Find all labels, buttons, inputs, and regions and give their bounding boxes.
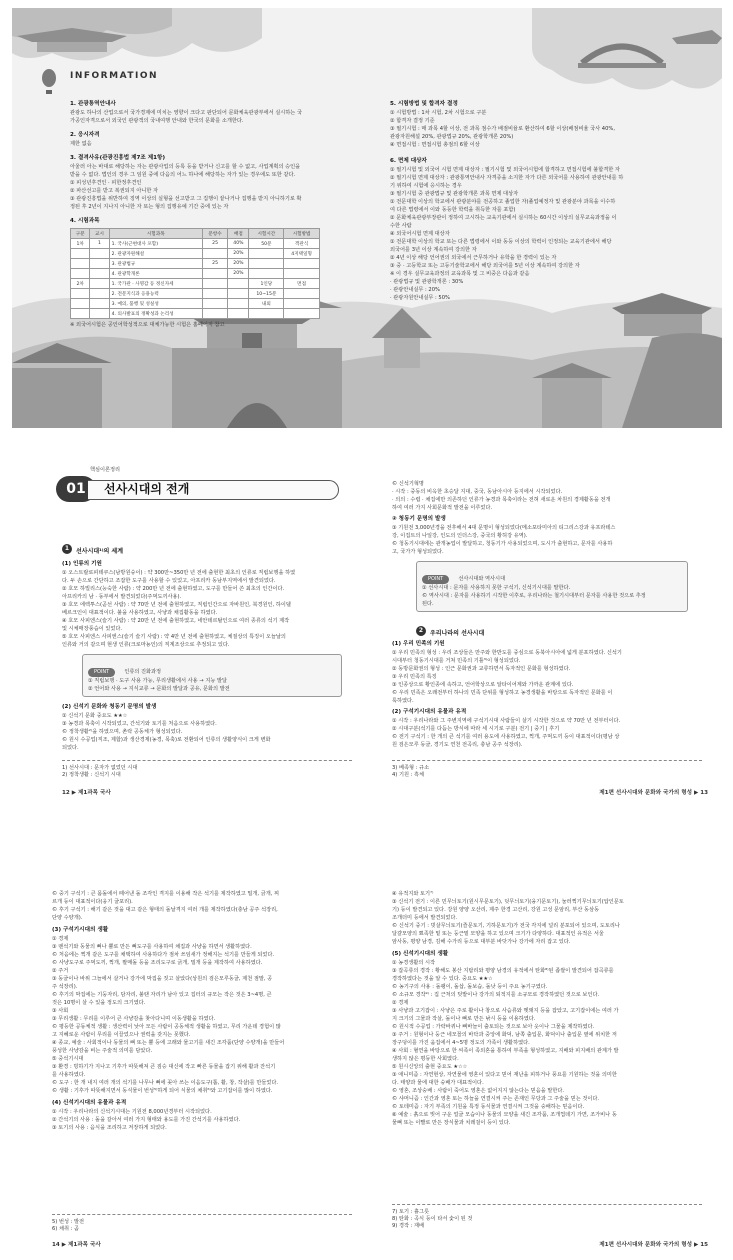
subsection-heading: (1) 인류의 기원 — [62, 561, 102, 567]
text-line: 고 지혜로운 사람이 무리를 이끌었으나 권력을 갖지는 못했다. — [52, 1032, 191, 1038]
table-cell — [71, 269, 90, 279]
text-line: © 원시적 수공업 : 가락바퀴나 뼈바늘이 출토되는 것으로 보아 옷이나 그물을 제작하였다. — [392, 1024, 595, 1030]
chapter-title: 선사시대의 전개 — [104, 482, 190, 496]
footnote-divider — [52, 1214, 352, 1215]
text-line: ③ 신석기 전기 : 이른 민무늬토기(원시무문토기), 덧무늬토기(융기문토기), 눌러찍기무늬토기(압인문토 — [392, 899, 624, 905]
text-line: © 정착생활²⁾을 하였으며, 촌락 공동체가 형성되었다. — [62, 729, 183, 735]
table-cell — [90, 249, 109, 259]
text-line: ① 농경생활의 시작 — [392, 960, 436, 966]
table-cell: 1차 — [71, 239, 90, 249]
footnote-divider — [62, 760, 352, 761]
table-cell — [249, 269, 284, 279]
info-left-column — [70, 100, 360, 329]
text-line: 원 검은모루 동굴, 경기도 연천 전곡리, 충남 공주 석장리). — [392, 742, 523, 748]
table-cell — [202, 279, 227, 289]
table-cell — [202, 269, 227, 279]
text-line: © 영혼, 조상숭배 : 사람이 죽어도 영혼은 없어지지 않는다는 믿음을 말한다. — [392, 1088, 565, 1094]
text-line: © 후기 구석기 : 해기 같은 것을 대고 같은 형태의 돌날격지 여러 개를 제작하였다(충남 공주 석장리, — [52, 907, 278, 913]
text-line: ① 피성년후견인 · 피한정후견인 — [70, 180, 142, 186]
info-right-column — [390, 100, 690, 302]
table-row — [71, 269, 320, 279]
table-cell — [202, 289, 227, 299]
text-line: 아울러 아는 바대로 해당하는 자는 관광사업의 등록 등을 받거나 신고를 할 수 없고, 사업계획의 승인을 — [70, 164, 301, 170]
table-cell: 1. 국사(근현대사 포함) — [109, 239, 202, 249]
info-section — [70, 100, 360, 125]
text-line: ③ 관광진흥법을 위반하여 징역 이상의 실형을 선고받고 그 집행이 끝나거나 집행을 받지 아니하기로 확 — [70, 196, 302, 202]
text-line: 관광자원해설 20%, 관광법규 20%, 관광학개론 20%) — [390, 134, 514, 140]
text-line: ③ 중 · 고등학교 또는 고등기술학교에서 해당 외국어를 5년 이상 계속하여 강의한 자 — [390, 263, 580, 269]
text-line: 것은 10명이 살 수 있을 정도의 크기였다. — [52, 1000, 146, 1006]
text-line: 하여 여러 가지 사회문화적 발전을 이루었다. — [392, 505, 493, 511]
chapter-label: 핵심이론정리 — [90, 467, 121, 473]
footnote: 8) 탄화 : 곡식 등이 타서 숯이 된 것 — [392, 1216, 473, 1222]
table-cell — [284, 299, 320, 309]
table-cell: 40% — [228, 239, 249, 249]
text-line: ③ 필기시험 : 매 과목 4할 이상, 전 과목 점수가 배점비율로 환산하여 6할 이상(배점비율 국사 40%, — [390, 126, 615, 132]
text-line: 여 다른 법령에서 이와 동등한 학력을 취득한 자를 포함) — [390, 207, 516, 213]
table-row — [71, 289, 320, 299]
table-cell: 20% — [228, 249, 249, 259]
table-header: 문항수 — [202, 229, 227, 239]
text-line: 를 사용하였다. — [52, 1072, 86, 1078]
text-line: ④ 사회 : 혈연을 바탕으로 한 씨족이 족외혼을 통하여 부족을 형성하였고, 지배와 피지배의 관계가 발 — [392, 1048, 619, 1054]
text-line: · 관광법규 및 관광학개론 : 30% — [390, 279, 464, 285]
table-cell — [71, 289, 90, 299]
table-header: 시험방법 — [284, 229, 320, 239]
table-cell: 50분 — [249, 239, 284, 249]
text-line: 단양 수양개). — [52, 915, 83, 921]
text-line: ④ 유적지와 토기⁷⁾ — [392, 891, 434, 897]
table-cell: 20% — [228, 269, 249, 279]
text-line: ③ 우리 민족의 특징 — [392, 674, 437, 680]
table-row — [71, 299, 320, 309]
point-title: 인류의 진화과정 — [124, 669, 162, 675]
text-line: 물뼈 또는 이빨로 만든 장식물과 치레걸이 등이 있다. — [392, 1120, 511, 1126]
table-cell — [90, 279, 109, 289]
text-line: ① 시험방법 : 1차 시험, 2차 시험으로 구분 — [390, 110, 487, 116]
table-cell — [228, 279, 249, 289]
table-header: 배점 — [228, 229, 249, 239]
point-title: 선사시대와 역사시대 — [458, 576, 506, 582]
section-title: 선사시대¹⁾의 세계 — [76, 548, 124, 555]
p13-body — [392, 640, 712, 749]
table-cell — [228, 289, 249, 299]
text-line: ③ 토기의 사용 : 음식을 조리하고 저장하게 되었다. — [52, 1125, 167, 1131]
text-line: ③ 무리생활 : 무리를 이루어 큰 사냥감을 찾아다니며 이동생활을 하였다. — [52, 1016, 216, 1022]
footnote: 3) 베족형 : 규소 — [392, 765, 430, 771]
text-line: ① 전문대학 이상의 학교 또는 다른 법령에서 이와 동등 이상의 학력이 인정되는 교육기관에서 해당 — [390, 239, 612, 245]
footnote: 7) 토기 : 흙그릇 — [392, 1209, 430, 1215]
text-line: 되었다. — [62, 745, 79, 751]
text-line: © 후기의 막집에는 기둥자리, 담자리, 불땐 자리가 남아 있고 집터의 규모는 작은 것은 3~4명, 큰 — [52, 992, 272, 998]
table-cell — [228, 299, 249, 309]
table-cell: 1 — [90, 239, 109, 249]
point-line: © 역사시대 : 문자를 사용하기 시작한 이후로, 우리나라는 철기시대부터 문자를 사용한 것으로 추정 — [422, 593, 646, 599]
text-line: 지 크기의 그물과 작살, 돌이나 뼈로 만든 낚시 등을 이용하였다. — [392, 1016, 536, 1022]
text-line: · 관광자원안내실무 : 50% — [390, 295, 450, 301]
text-line: 룩하였다. — [392, 698, 414, 704]
text-line: 관광도 하나의 산업으로서 국가경제에 미치는 영향이 크다고 판단되어 문화체육관광부에서 실시하는 국 — [70, 110, 302, 116]
text-line: ③ 주거 : 원형이나 둥근 네모꼴의 바닥과 중앙에 화덕, 남쪽 출입문, 화덕이나 출입문 옆에 위치한 저 — [392, 1032, 617, 1038]
section-heading: 1. 관광통역안내사 — [70, 101, 116, 107]
text-line: 및 시체매장풍습이 있었다. — [62, 626, 123, 632]
page-14 — [12, 842, 364, 1254]
text-line: © 토테미즘 : 자기 부족의 기원을 특정 동식물과 연결시켜 그것을 숭배하는 믿음이다. — [392, 1104, 585, 1110]
table-cell: 2. 관광자원해설 — [109, 249, 202, 259]
table-cell — [284, 309, 320, 319]
text-line: 르개 등이 대표적이다(웅기 굴포리). — [52, 899, 133, 905]
table-cell: 4. 관광학개론 — [109, 269, 202, 279]
info-title: INFORMATION — [70, 71, 159, 81]
text-line: ③ 기원전 3,000년경을 전후해서 4대 문명이 형성되었다(메소포타미아의 티그리스강과 유프라테스 — [392, 525, 616, 531]
text-line: ① 필기시험 및 외국어 시험 면제 대상자 : 필기시험 및 외국어시험에 합격하고 면접시험에 불합격한 자 — [390, 167, 620, 173]
point-box — [82, 654, 342, 697]
page-12 — [12, 436, 364, 806]
table-header: 구분 — [71, 229, 90, 239]
text-line: 받을 수 없다. 법인의 경우 그 임원 중에 다음의 어느 하나에 해당하는 자가 있는 경우에도 또한 같다. — [70, 172, 296, 178]
text-line: ② 간석기의 사용 : 돌을 갈아서 여러 가지 형태와 용도를 가진 간석기를 사용하였다. — [52, 1117, 241, 1123]
text-line: 아프리카의 남 · 동부에서 발견되었다(주먹도끼사용). — [62, 594, 182, 600]
table-cell: 객관식 — [284, 239, 320, 249]
table-cell — [249, 259, 284, 269]
footnote: 4) 기원 : 흑체 — [392, 772, 425, 778]
text-line: © 전기 구석기 : 한 개의 큰 석기를 여러 용도에 사용하였고, 찍개, 주먹도끼 등이 대표적이다(평남 상 — [392, 734, 620, 740]
section-heading-block — [62, 538, 123, 557]
table-cell — [90, 299, 109, 309]
text-line: 베르크인이 대표적이다. 불을 사용하였고, 사냥과 채집활동을 하였다. — [62, 610, 218, 616]
table-cell: 4지택일형 — [284, 249, 320, 259]
page-footer: 14 ▶ 제1과목 국사 — [52, 1242, 101, 1248]
table-header: 교시 — [90, 229, 109, 239]
table-header: 시험시간 — [249, 229, 284, 239]
table-cell — [90, 309, 109, 319]
footnote: 1) 선사시대 : 문자가 없었던 시대 — [62, 765, 138, 771]
info-section — [70, 131, 360, 148]
table-row — [71, 239, 320, 249]
text-line: ③ 호모 에렉투스(곧선 사람) : 약 70만 년 전에 출현하였고, 직립인간으로 자바원인, 북경원인, 하이델 — [62, 602, 291, 608]
text-line: © 평등한 공동체적 생활 : 생산력이 낮아 모든 사람이 공동체적 생활을 하였고, 무리 가운데 경험이 많 — [52, 1024, 281, 1030]
text-line: ② 파산선고를 받고 복권되지 아니한 자 — [70, 188, 159, 194]
text-line: ④ 종교, 예술 : 사회적이나 동물의 뼈 또는 뿔 등에 고래와 물고기를 새긴 조각품(단양 수양개)을 만들어 — [52, 1040, 285, 1046]
table-cell: 25 — [202, 239, 227, 249]
text-line: ② 호모 하빌리스(능숙한 사람) : 약 200만 년 전에 출현하였고, 도구를 만들어 쓴 최초의 인간이다. — [62, 586, 285, 592]
point-line: 된다. — [422, 601, 434, 607]
text-line: 고, 국가가 형성되었다. — [392, 549, 444, 555]
table-header: 시험과목 — [109, 229, 202, 239]
section-heading-block — [416, 620, 484, 639]
table-cell — [284, 269, 320, 279]
section-heading: 6. 면제 대상자 — [390, 158, 427, 164]
text-line: 다. 태양과 물에 대한 숭배가 대표적이다. — [392, 1080, 484, 1086]
text-line: ※ 이 경우 실무교육과정의 교육과목 및 그 비중은 다음과 같음 — [390, 271, 530, 277]
text-line: ③ 뗀석기와 동물의 뼈나 뿔로 만든 뼈도구를 사용하여 채집과 사냥을 하면서 생활하였다. — [52, 944, 252, 950]
text-line: © 처음에는 찍개 같은 도구를 채택하여 사용하다가 점차 쓰임새가 정해지는 석기를 만들게 되었다. — [52, 952, 275, 958]
footnote-divider — [392, 760, 702, 761]
text-line: ③ 인종상으로 황인종에 속하고, 언어학상으로 알타이어계와 가까운 관계에 있다. — [392, 682, 574, 688]
text-line: © 중기 구석기 : 큰 몸돌에서 떼어낸 돌 조각인 격지를 이용해 작은 석기를 제작하였고 밀개, 긁개, 찌 — [52, 891, 280, 897]
table-cell: 25 — [202, 259, 227, 269]
table-cell — [71, 249, 90, 259]
table-row — [71, 249, 320, 259]
p14-body — [52, 890, 357, 1132]
info-section — [390, 157, 690, 302]
table-cell — [90, 269, 109, 279]
table-cell — [71, 309, 90, 319]
text-line: ④ 외국어시험 면제 대상자 — [390, 231, 450, 237]
text-line: 주 석장리). — [52, 984, 78, 990]
table-cell — [90, 289, 109, 299]
text-line: ② 동방문화권의 형성 : 인근 문화권과 교류하면서 독자적인 문화를 형성하였다. — [392, 666, 571, 672]
footnote-divider — [392, 1204, 702, 1205]
table-cell: 내외 — [249, 299, 284, 309]
point-label: POINT — [422, 575, 449, 584]
text-line: ④ 호모 사피엔스(슬기 사람) : 약 20만 년 전에 출현하였고, 네안데르탈인으로 여러 종류의 석기 제작 — [62, 618, 290, 624]
page-15 — [370, 842, 722, 1254]
section-heading: 3. 결격사유(관광진흥법 제7조 제1항) — [70, 155, 166, 161]
table-cell: 면접 — [284, 279, 320, 289]
subsection-heading: (1) 우리 민족의 기원 — [392, 641, 445, 647]
text-line: 달걀모양의 뾰족한 밑 또는 둥근밑 모양을 하고 있으며 크기가 다양하다. 대표적인 유적은 서울 — [392, 931, 604, 937]
point-line: ② 언어와 사용 → 지식교류 → 문화의 발달과 공유, 문화의 발전 — [88, 686, 230, 692]
table-cell: 10~15분 — [249, 289, 284, 299]
table-cell — [249, 249, 284, 259]
text-line: © 신석기 중기 : 빗살무늬토기(즐문토기, 기하문토기)가 전국 각지에 널리 분포되어 있으며, 도토리나 — [392, 923, 620, 929]
table-cell — [249, 309, 284, 319]
table-cell — [202, 309, 227, 319]
text-line: 장구덩이를 가진 움집에서 4~5명 정도의 가족이 생활하였다. — [392, 1040, 530, 1046]
p12-body — [62, 560, 362, 752]
text-line: ① 시작 : 우리나라와 그 주변지역에 구석기시대 사람들이 살기 시작한 것으로 약 70만 년 전부터이다. — [392, 718, 621, 724]
table-cell: 3. 예의, 품행 및 성실성 — [109, 299, 202, 309]
text-line: ③ 잡곡류의 경작 : 황해도 봉산 지탑리와 평양 남경의 유적에서 탄화⁸⁾된 좁쌀이 발견되어 잡곡류를 — [392, 968, 614, 974]
text-line: ⑤ 중석기시대 — [52, 1056, 84, 1062]
section-number: 1 — [62, 544, 72, 554]
text-line: ② 문화체육관광부장관이 정하여 고시하는 교육기관에서 실시하는 60시간 이상의 실무교육과정을 이 — [390, 215, 617, 221]
page-footer: 제1편 선사시대와 문화와 국가의 형성 ▶ 13 — [599, 790, 708, 796]
text-line: ① 경제 — [52, 936, 69, 942]
text-line: 제한 없음 — [70, 141, 92, 147]
text-line: 기) 등이 발견되고 있다. 강원 양양 오산리, 제주 한경 고산리, 강원 고성 문암리, 부산 동삼동 — [392, 907, 600, 913]
text-line: 가공인자격으로서 외국인 관광객의 국내여행 안내와 한국의 문화를 소개한다. — [70, 118, 244, 124]
text-line: © 신석기혁명 — [392, 481, 424, 487]
subsection-heading: (5) 신석기시대의 생활 — [392, 951, 449, 957]
table-row — [71, 309, 320, 319]
table-cell — [202, 249, 227, 259]
table-cell: 3. 관광법규 — [109, 259, 202, 269]
subsection-heading: ② 청동기 문명의 발생 — [392, 516, 446, 522]
text-line: © 청동기시대에는 관개농업이 발달하고, 청동기가 사용되었으며, 도시가 출현하고, 문자를 사용하 — [392, 541, 613, 547]
text-line: · 관광안내실무 : 20% — [390, 287, 440, 293]
text-line: ① 전문대학 이상의 학교에서 관광분야를 전공하고 졸업한 자(졸업예정자 및 관광분야 과목을 이수하 — [390, 199, 616, 205]
text-line: 수한 사람 — [390, 223, 412, 229]
text-line: 기 위하여 시험에 응시하는 경우 — [390, 183, 462, 189]
text-line: ⑤ 원시신앙의 출현 중요도 ★☆☆ — [392, 1064, 468, 1070]
text-line: ② 필기시험 면제 대상자 : 관광통역안내사 자격증을 소지한 자가 다른 외국어를 사용하여 관광안내를 하 — [390, 175, 624, 181]
text-line: 경작하였다는 것을 알 수 있다. 중요도 ★★☆ — [392, 976, 493, 982]
subsection-heading: (4) 신석기시대의 유물과 유적 — [52, 1100, 127, 1106]
section-heading: 5. 시험방법 및 합격자 결정 — [390, 101, 458, 107]
text-line: ① 신석기 문화 중요도 ★★☆ — [62, 713, 128, 719]
text-line: 생하지 않은 평등한 사회였다. — [392, 1056, 459, 1062]
page-footer: 12 ▶ 제1과목 국사 — [62, 790, 111, 796]
page-footer: 제1편 선사시대와 문화와 국가의 형성 ▶ 15 — [599, 1242, 708, 1248]
table-cell — [71, 299, 90, 309]
chapter-banner — [56, 476, 346, 502]
table-cell: 1인당 — [249, 279, 284, 289]
footnote: 5) 번성 : 발전 — [52, 1219, 85, 1225]
table-cell: 1. 국가관 · 사명감 등 정신자세 — [109, 279, 202, 289]
text-line: 인류와 거의 같으며 현생 인류(크로마뇽인)의 직계조상으로 추정되고 있다. — [62, 642, 230, 648]
information-page — [12, 8, 722, 428]
point-label: POINT — [88, 668, 115, 677]
text-line: ③ 애니미즘 : 자연현상, 자연물에 영혼이 있다고 믿어 재난을 피하거나 풍요를 기원하는 것을 의미한 — [392, 1072, 617, 1078]
text-line: ② 합격자 결정 기준 — [390, 118, 435, 124]
table-cell: 2. 전문지식과 응용능력 — [109, 289, 202, 299]
text-line: 외국어를 3년 이상 계속하여 강의한 자 — [390, 247, 477, 253]
text-line: ② 주거 — [52, 968, 69, 974]
p13-top — [392, 480, 712, 612]
table-row — [71, 259, 320, 269]
text-line: ③ 환경 : 빙하기가 지나고 기후가 따뜻해져 큰 짐승 대신에 작고 빠른 동물을 잡기 위해 활과 잔석기 — [52, 1064, 276, 1070]
text-line: ① 시작 : 우리나라의 신석기시대는 기원전 8,000년경부터 시작되었다. — [52, 1109, 212, 1115]
table-cell — [71, 259, 90, 269]
point-box — [416, 561, 688, 612]
text-line: 다. 두 손으로 간단하고 조잡한 도구를 사용할 수 있었고, 아프리카 동남부지역에서 발견되었다. — [62, 578, 276, 584]
table-cell — [202, 299, 227, 309]
page-13 — [370, 436, 722, 806]
text-line: © 원시 수공업(직조, 제합)과 생산경제(농경, 목축)로 전환되어 인류의 생활양식이 크게 변화 — [62, 737, 271, 743]
section-heading: 2. 응시자격 — [70, 132, 100, 138]
table-cell — [90, 259, 109, 269]
text-line: ① 오스트랄로피테쿠스(남방원숭이) : 약 300만~350만 년 전에 출현한 최초의 인류로 직립보행을 하였 — [62, 570, 296, 576]
exam-subjects-table — [70, 228, 320, 319]
text-line: 암사동, 평양 남경, 김해 수가리 등으로 대부분 바닷가나 강가에 자리 잡고 있다. — [392, 939, 571, 945]
text-line: © 생활 : 기후가 따뜻해지면서 동식물이 번성⁵⁾하게 되어 식물의 채취⁶⁾와 고기잡이를 많이 하였다. — [52, 1088, 273, 1094]
subsection-heading: (3) 구석기시대의 생활 — [52, 927, 109, 933]
table-cell — [284, 259, 320, 269]
text-line: ⑤ 호모 사피엔스 사피엔스(슬기 슬기 사람) : 약 4만 년 전에 출현하였고, 체질상의 특징이 오늘날의 — [62, 634, 286, 640]
subsection-heading: (2) 신석기 문화와 청동기 문명의 발생 — [62, 704, 157, 710]
table-row — [71, 279, 320, 289]
info-section — [70, 154, 360, 211]
section-heading: 4. 시험과목 — [70, 218, 100, 224]
chapter-number: 01 — [66, 481, 86, 497]
table-cell: 4. 의사발표의 정확성과 논리성 — [109, 309, 202, 319]
text-line: © 샤머니즘 : 인간과 영혼 또는 하늘을 연결시켜 주는 존재인 무당과 그 주술을 믿는 것이다. — [392, 1096, 600, 1102]
info-section — [390, 100, 690, 149]
text-line: 정된 후 2년이 지나지 아니한 자 또는 형의 집행유예 기간 중에 있는 자 — [70, 204, 229, 210]
text-line: 강, 이집트의 나일강, 인도의 인더스강, 중국의 황허강 유역). — [392, 533, 528, 539]
text-line: ② 경제 — [392, 1000, 409, 1006]
text-line: ③ 필기시험 중 관광법규 및 관광학개론 과목 면제 대상자 — [390, 191, 519, 197]
text-line: 시대부터 청동기시대를 거쳐 민족의 기틀³⁾이 형성되었다. — [392, 658, 521, 664]
text-line: ⑥ 예술 : 흙으로 빚어 구운 얼굴 모습이나 동물의 모양을 새긴 조각품, 조개껍데기 가면, 조가비나 동 — [392, 1112, 617, 1118]
footnote: 6) 채취 : 곰 — [52, 1226, 80, 1232]
subsection-heading: (2) 구석기시대의 유물과 유적 — [392, 709, 467, 715]
table-cell — [228, 309, 249, 319]
text-line: ③ 사회 — [52, 1008, 69, 1014]
text-line: ② 시대구분(석기를 다듬는 방식에 따라 세 시기로 구분) 전기 | 중기 | 후기 — [392, 726, 560, 732]
text-line: © 도구 : 한 개 내지 여러 개의 석기를 나무나 뼈에 꽂아 쓰는 이음도구(톱, 활, 창, 작살)를 만들었다. — [52, 1080, 279, 1086]
section-number: 2 — [416, 626, 426, 636]
text-line: © 농기구의 사용 : 돌괭이, 돌삽, 돌보습, 돌낫 등이 주요 농기구였다. — [392, 984, 548, 990]
table-note: ※ 외국어시험은 공인어학성적으로 대체가능한 시험은 홈페이지 참고 — [70, 322, 225, 328]
text-line: 조개더미 등에서 발견되었다. — [392, 915, 458, 921]
text-line: 풍성한 사냥감을 비는 주술적 의미를 담았다. — [52, 1048, 153, 1054]
text-line: © 우리 민족은 오래전부터 하나의 민족 단위를 형성하고 농경생활을 바탕으로 독자적인 문화를 이 — [392, 690, 613, 696]
point-line: ① 선사시대 : 문자를 사용하지 못한 구석기, 신석기시대를 말한다. — [422, 585, 571, 591]
p15-body — [392, 890, 712, 1127]
text-line: © 사냥도구로 주먹도끼, 찍개, 팔매돌 등을 조리도구로 긁개, 밀개 등을 제작하여 사용하였다. — [52, 960, 263, 966]
footnote: 9) 경작 : 재배 — [392, 1223, 425, 1229]
table-cell — [284, 289, 320, 299]
table-cell: 20% — [228, 259, 249, 269]
footnote: 2) 정착생활 : 신석기 시대 — [62, 772, 121, 778]
text-line: ④ 면접시험 : 면접시험 총점의 6할 이상 — [390, 142, 480, 148]
text-line: ③ 사냥과 고기잡이 : 사냥은 주로 활이나 창으로 사슴류와 멧돼지 등을 잡았고, 고기잡이에는 여러 가 — [392, 1008, 619, 1014]
point-line: ① 직립보행 · 도구 사용 가능, 무리생활에서 사용 → 지능 발달 — [88, 678, 228, 684]
text-line: ③ 동굴이나 바위 그늘에서 살거나 강가에 막집을 짓고 살았다(상원의 검은모루동굴, 제천 점말, 공 — [52, 976, 273, 982]
text-line: ③ 농경과 목축이 시작되었고, 간석기와 토기를 처음으로 사용하였다. — [62, 721, 217, 727]
table-cell: 2차 — [71, 279, 90, 289]
text-line: ② 4년 이상 해당 언어권의 외국에서 근무하거나 유학을 한 경력이 있는 자 — [390, 255, 557, 261]
text-line: · 의의 : 수렵 · 채집에만 의존하던 인류가 농경과 목축이라는 전혀 새로운 차원의 경제활동을 전개 — [392, 497, 611, 503]
text-line: © 소규모 경작⁹⁾ : 집 근처의 텃밭이나 강가의 퇴적지를 소규모로 경작하였던 것으로 보인다. — [392, 992, 600, 998]
text-line: · 시작 : 중동의 비옥한 초승달 지대, 중국, 동남아시아 등지에서 시작되었다. — [392, 489, 563, 495]
text-line: ① 우리 민족의 형성 : 우리 조상들은 만주와 한반도를 중심으로 동북아시아에 넓게 분포하였다. 신석기 — [392, 650, 622, 656]
section-title: 우리나라의 선사시대 — [430, 630, 485, 637]
